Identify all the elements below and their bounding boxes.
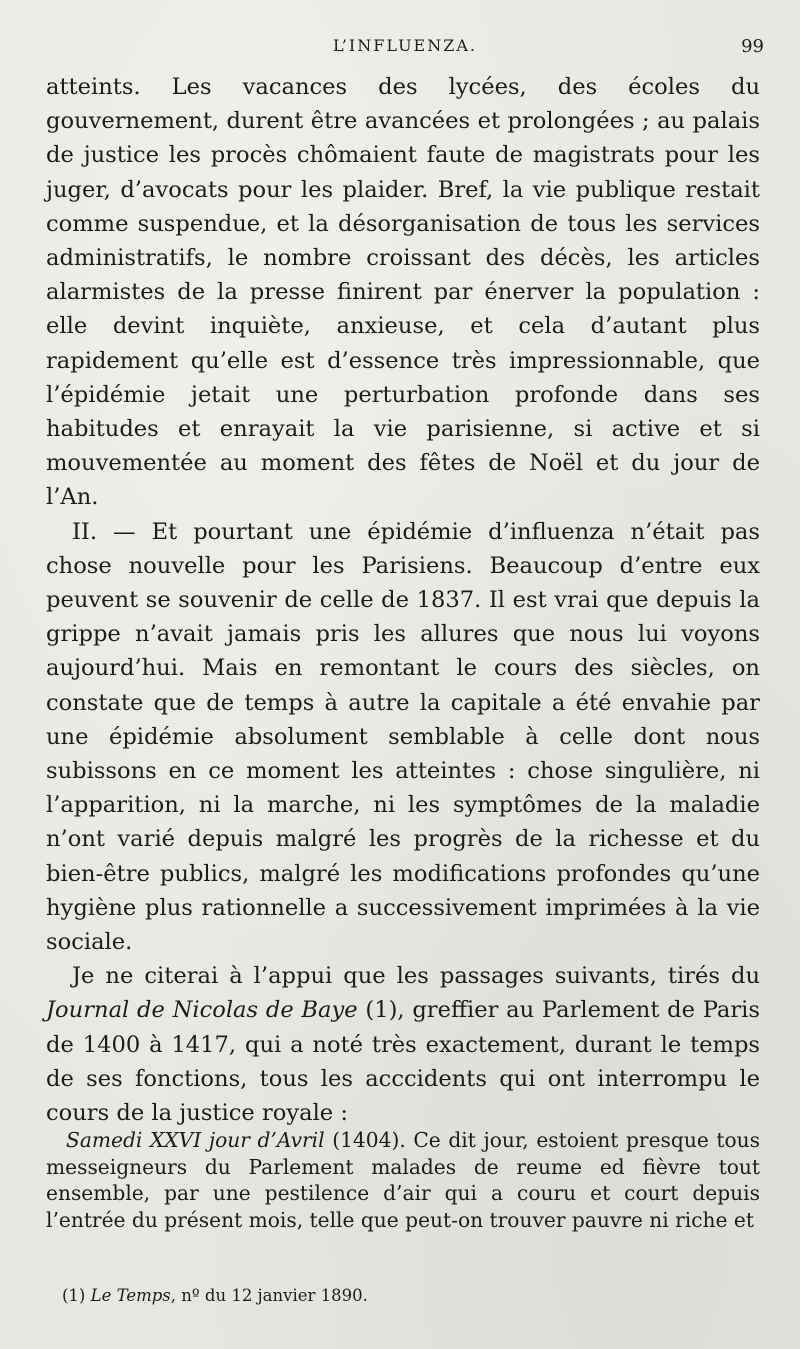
quote-date: Samedi XXVI jour d’Avril <box>66 1128 325 1152</box>
paragraph-3-end: (1), greffier au Parlement de Paris de 1400 à 1417, qui a noté très exactement, durant le temps de ses fonctions, tous les acccidents qui ont interrompu le cours de la justice royale : <box>46 997 760 1127</box>
page-number: 99 <box>741 36 764 57</box>
body-text <box>46 70 760 1130</box>
quoted-passage <box>46 1127 760 1233</box>
paragraph-1: atteints. Les vacances des lycées, des écoles du gouvernement, durent être avancées et prolongées ; au palais de justice les procès chômaient faute de magistrats pour les juger, d’avocats pour les plaider. Bref, la vie publique restait comme suspendue, et la désorganisation de tous les services administratifs, le nombre croissant des décès, les articles alarmistes de la presse finirent par énerver la population : elle devint inquiète, anxieuse, et cela d’autant plus rapidement qu’elle est d’essence très impressionnable, que l’épidémie jetait une perturbation profonde dans ses habitudes et enrayait la vie parisienne, si active et si mouvementée au moment des fêtes de Noël et du jour de l’An. <box>46 74 760 511</box>
paragraph-2: II. — Et pourtant une épidémie d’influenza n’était pas chose nouvelle pour les Parisiens. Beaucoup d’entre eux peuvent se souvenir de celle de 1837. Il est vrai que depuis la grippe n’avait jamais pris les allures que nous lui voyons aujourd’hui. Mais en remontant le cours des siècles, on constate que de temps à autre la capitale a été envahie par une épidémie absolument semblable à celle dont nous subissons en ce moment les atteintes : chose singulière, ni l’apparition, ni la marche, ni les symptômes de la maladie n’ont varié depuis malgré les progrès de la richesse et du bien-être publics, malgré les modifications profondes qu’une hygiène plus rationnelle a successivement imprimées à la vie sociale. <box>46 518 760 956</box>
footnote <box>62 1285 368 1307</box>
paragraph-3-start: Je ne citerai à l’appui que les passages suivants, tirés du <box>72 963 760 990</box>
footnote-source: Le Temps <box>90 1286 171 1305</box>
journal-title: Journal de Nicolas de Baye <box>46 997 358 1024</box>
quote-paragraph <box>46 1127 760 1233</box>
paragraph-3 <box>46 959 760 1130</box>
running-head <box>46 36 764 58</box>
footnote-detail: , nº du 12 janvier 1890. <box>170 1286 368 1305</box>
quote-text: (1404). Ce dit jour, estoient presque tous messeigneurs du Parlement malades de reume ed fièvre tout ensemble, par une pestilence d’air qui a couru et court depuis l’entrée du présent mois, telle que peut-on trouver pauvre ni riche et <box>46 1128 760 1232</box>
chapter-title: L’INFLUENZA. <box>333 36 477 55</box>
footnote-marker: (1) <box>62 1286 91 1305</box>
